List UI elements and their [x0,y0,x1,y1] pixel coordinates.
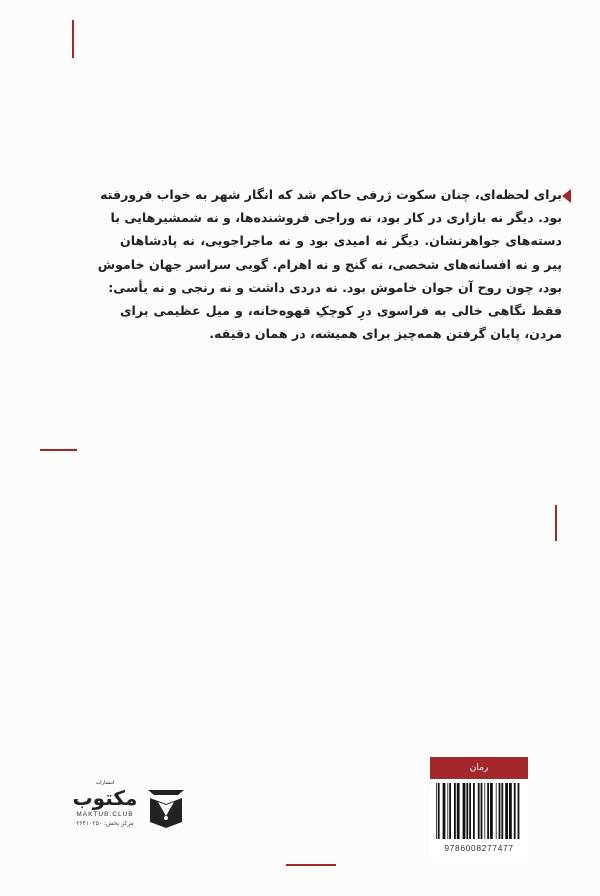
crop-mark-bottom [286,864,336,866]
barcode-bar [496,783,497,839]
barcode-bar [518,783,520,839]
barcode-bar [457,783,460,839]
barcode-bar [509,783,512,839]
barcode-bar [466,783,468,839]
publisher-site: MAKTUB.CLUB [76,811,134,818]
blurb-line: دسته‌های جواهرنشان. دیگر نه امیدی بود و نه ماجراجویی، نه پادشاهان [120,233,562,249]
publisher-logo [70,780,190,844]
book-pen-emblem-icon [148,788,184,828]
publisher-text [70,780,140,828]
barcode-bar [481,783,483,839]
barcode-bar [447,783,448,839]
isbn-number: 9786008277477 [444,843,514,853]
triangle-marker-icon [562,189,571,203]
barcode-bar [478,783,480,839]
publisher-prefix: انتشارات [95,780,115,786]
genre-label: رمان [430,757,528,779]
barcode-bar [469,783,471,839]
blurb-line: برای لحظه‌ای، چنان سکوت ژرفی حاکم شد که انگار شهر به خواب فرورفته [100,187,562,202]
publisher-name: مکتوب [72,786,138,810]
publisher-distribution: مرکز پخش: ۲۶۴۱۰۲۵۰ [76,820,134,827]
barcode-bar [436,783,437,839]
blurb-line: بود. دیگر نه بازاری در کار بود، نه وراجی فروشنده‌ها، و نه شمشیرهایی با [110,210,562,226]
barcode-bar [505,783,508,839]
blurb-line: فقط نگاهی خالی به فراسوی درِ کوچکِ قهوه‌خانه، و میل عظیمی برای [120,303,562,319]
blurb-line: پیر و نه افسانه‌های شخصی، نه گنج و نه اهرام. گویی سراسر جهان خاموش [97,256,562,272]
barcode-bar [484,783,485,839]
barcode-bar [449,783,451,839]
blurb-line: مردن، پایان گرفتن همه‌چیز برای همیشه، در همان دقیقه. [209,326,562,342]
isbn-barcode [430,757,528,857]
barcode-bar [438,783,440,839]
crop-mark-left [40,449,77,451]
barcode-bar [514,783,516,839]
barcode-bar [463,783,466,839]
barcode-bar [490,783,493,839]
barcode-bar [487,783,489,839]
barcode-bar [443,783,446,839]
barcode-bar [454,783,456,839]
barcode-bar [473,783,475,839]
crop-mark-right [555,505,557,541]
blurb-line: بود، چون روح آن جوان خاموش بود. نه دردی داشت و نه رنجی و نه یأسی: [108,279,562,295]
crop-mark-top [72,20,74,58]
barcode-bar [499,783,501,839]
blurb-text [97,183,562,345]
barcode-bar [501,783,503,839]
barcode-bars [434,783,524,839]
